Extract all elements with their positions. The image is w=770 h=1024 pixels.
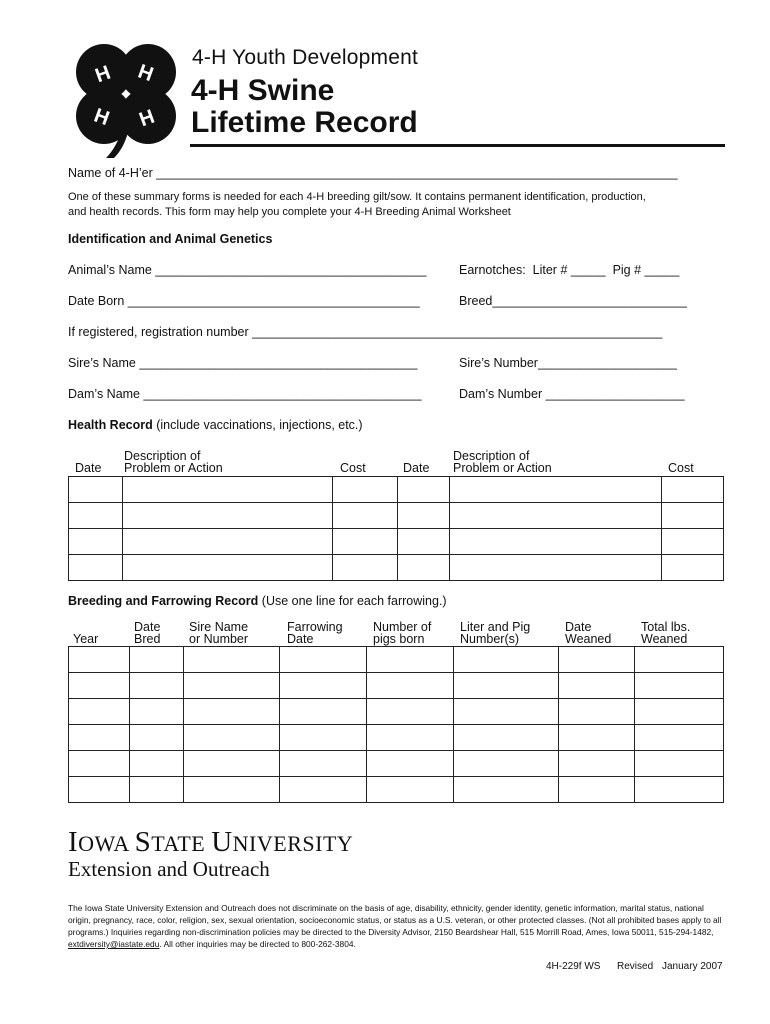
table-row [69,555,724,581]
table-cell[interactable] [559,647,635,673]
isu-cap-1: I [68,826,79,858]
breed-field[interactable]: Breed____________________________ [459,294,688,308]
health-heading-note: (include vaccinations, injections, etc.) [152,418,363,432]
table-cell[interactable] [450,529,662,555]
table-cell[interactable] [183,751,279,777]
table-cell[interactable] [122,529,332,555]
table-cell[interactable] [635,777,724,803]
table-cell[interactable] [69,673,130,699]
table-cell[interactable] [366,647,454,673]
table-row [69,699,724,725]
table-cell[interactable] [662,503,724,529]
table-cell[interactable] [279,777,366,803]
table-row [69,503,724,529]
breeding-col-liter: Liter and Pig Number(s) [460,620,531,646]
health-col-cost-left: Cost [340,461,366,475]
svg-text:H: H [91,104,113,131]
table-cell[interactable] [635,647,724,673]
breeding-table [68,646,724,803]
disclaimer-text: The Iowa State University Extension and Outreach does not discriminate on the basis of age, disability, ethnicity, gender identity, genetic information, marital status, national origin, pregnancy, race, color, religion, sex, sexual orientation, socioeconomic status, or status as a U.S. veteran, or other protected classes. (Not all prohibited bases apply to all programs.) Inquiries regarding non-discrimination policies may be directed to the Diversity Advisor, 2150 Beardshear Hall, 515 Morrill Road, Ames, Iowa 50011, 515-294-1482, [68,903,722,937]
table-cell[interactable] [332,529,398,555]
table-cell[interactable] [122,503,332,529]
breeding-heading-bold: Breeding and Farrowing Record [68,594,259,608]
table-cell[interactable] [454,777,559,803]
registration-field[interactable]: If registered, registration number ___________________________________________________________ [68,325,663,339]
date-born-field[interactable]: Date Born __________________________________________ [68,294,420,308]
table-cell[interactable] [183,673,279,699]
dam-name-field[interactable]: Dam’s Name ________________________________________ [68,387,422,401]
table-cell[interactable] [398,503,450,529]
table-cell[interactable] [662,555,724,581]
title-line-1: 4-H Swine [191,74,335,107]
table-cell[interactable] [398,529,450,555]
form-id: 4H-229f WS [546,961,601,972]
table-cell[interactable] [454,647,559,673]
table-cell[interactable] [279,699,366,725]
isu-cap-2: S [134,826,152,858]
table-cell[interactable] [279,673,366,699]
table-cell[interactable] [366,725,454,751]
table-row [69,777,724,803]
table-cell[interactable] [332,477,398,503]
table-cell[interactable] [450,503,662,529]
name-field[interactable]: Name of 4-H’er ___________________________________________________________________________ [68,166,678,180]
table-cell[interactable] [183,725,279,751]
disclaimer-end: . All other inquiries may be directed to 800-262-3804. [159,939,356,949]
diversity-email-link[interactable]: extdiversity@iastate.edu [68,939,160,949]
table-cell[interactable] [183,699,279,725]
intro-line-2: and health records. This form may help you complete your 4-H Breeding Animal Worksheet [68,206,511,218]
table-cell[interactable] [559,777,635,803]
4h-clover-logo-icon [66,40,184,160]
breeding-col-year: Year [73,632,99,646]
intro-line-1: One of these summary forms is needed for each 4-H breeding gilt/sow. It contains permanent identification, production, [68,191,646,203]
table-cell[interactable] [69,555,123,581]
table-cell[interactable] [454,751,559,777]
breeding-col-number: Number of pigs born [373,620,432,646]
table-cell[interactable] [69,477,123,503]
table-cell[interactable] [559,751,635,777]
table-cell[interactable] [279,751,366,777]
table-cell[interactable] [559,725,635,751]
table-cell[interactable] [450,555,662,581]
table-cell[interactable] [129,751,183,777]
table-cell[interactable] [129,725,183,751]
table-cell[interactable] [122,477,332,503]
table-row [69,647,724,673]
table-cell[interactable] [366,751,454,777]
table-cell[interactable] [332,503,398,529]
svg-text:H: H [136,105,158,132]
health-heading-bold: Health Record [68,418,153,432]
isu-wordmark [68,826,353,859]
health-table [68,476,724,581]
table-cell[interactable] [398,555,450,581]
table-cell[interactable] [69,503,123,529]
breeding-col-date-bred: Date Bred [134,620,161,646]
table-cell[interactable] [635,751,724,777]
table-row [69,673,724,699]
breeding-col-farrowing: Farrowing Date [287,620,343,646]
table-cell[interactable] [129,699,183,725]
table-cell[interactable] [129,647,183,673]
health-col-desc-left: Description of Problem or Action [124,449,223,475]
table-cell[interactable] [450,477,662,503]
table-cell[interactable] [398,477,450,503]
svg-text:H: H [92,61,114,88]
table-cell[interactable] [454,673,559,699]
breeding-col-sire: Sire Name or Number [189,620,249,646]
table-cell[interactable] [129,777,183,803]
table-cell[interactable] [454,699,559,725]
title-line-2: Lifetime Record [191,106,418,139]
sire-name-field[interactable]: Sire’s Name ________________________________________ [68,356,418,370]
table-cell[interactable] [635,673,724,699]
animal-name-field[interactable]: Animal’s Name _______________________________________ [68,263,427,277]
table-cell[interactable] [129,673,183,699]
table-cell[interactable] [559,673,635,699]
table-row [69,477,724,503]
table-cell[interactable] [635,699,724,725]
table-cell[interactable] [122,555,332,581]
table-cell[interactable] [366,673,454,699]
health-col-date-left: Date [75,461,102,475]
table-cell[interactable] [279,725,366,751]
health-heading [68,418,363,432]
org-name: 4-H Youth Development [192,46,419,69]
isu-cap-3: U [211,826,233,858]
intro-text [68,190,646,220]
table-cell[interactable] [635,725,724,751]
breeding-col-weaned: Date Weaned [565,620,612,646]
table-cell[interactable] [662,477,724,503]
table-cell[interactable] [454,725,559,751]
table-cell[interactable] [69,699,130,725]
isu-subtitle: Extension and Outreach [68,857,270,881]
revised-label: Revised [617,961,654,972]
breeding-heading [68,594,447,608]
table-cell[interactable] [662,529,724,555]
health-col-date-right: Date [403,461,430,475]
breeding-heading-note: (Use one line for each farrowing.) [258,594,447,608]
table-cell[interactable] [69,647,130,673]
disclaimer [68,902,728,950]
table-cell[interactable] [332,555,398,581]
isu-sc-3: NIVERSITY [232,831,354,856]
earnotches-field[interactable]: Earnotches: Liter # _____ Pig # _____ [459,263,680,277]
table-cell[interactable] [69,777,130,803]
table-cell[interactable] [559,699,635,725]
table-cell[interactable] [69,725,130,751]
table-cell[interactable] [183,777,279,803]
health-col-desc-right: Description of Problem or Action [453,449,552,475]
form-title [191,75,418,139]
table-cell[interactable] [69,529,123,555]
sire-number-field[interactable]: Sire’s Number____________________ [459,356,677,370]
isu-sc-2: TATE [151,831,212,856]
table-cell[interactable] [69,751,130,777]
isu-sc-1: OWA [78,831,135,856]
health-col-cost-right: Cost [668,461,694,475]
title-rule [190,144,725,147]
identification-heading: Identification and Animal Genetics [68,232,273,246]
svg-text:H: H [135,60,157,87]
breeding-col-lbs: Total lbs. Weaned [641,620,691,646]
table-cell[interactable] [183,647,279,673]
table-cell[interactable] [366,777,454,803]
dam-number-field[interactable]: Dam’s Number ____________________ [459,387,685,401]
table-row [69,529,724,555]
revised-date: January 2007 [662,961,723,972]
table-cell[interactable] [366,699,454,725]
table-row [69,725,724,751]
table-row [69,751,724,777]
table-cell[interactable] [279,647,366,673]
